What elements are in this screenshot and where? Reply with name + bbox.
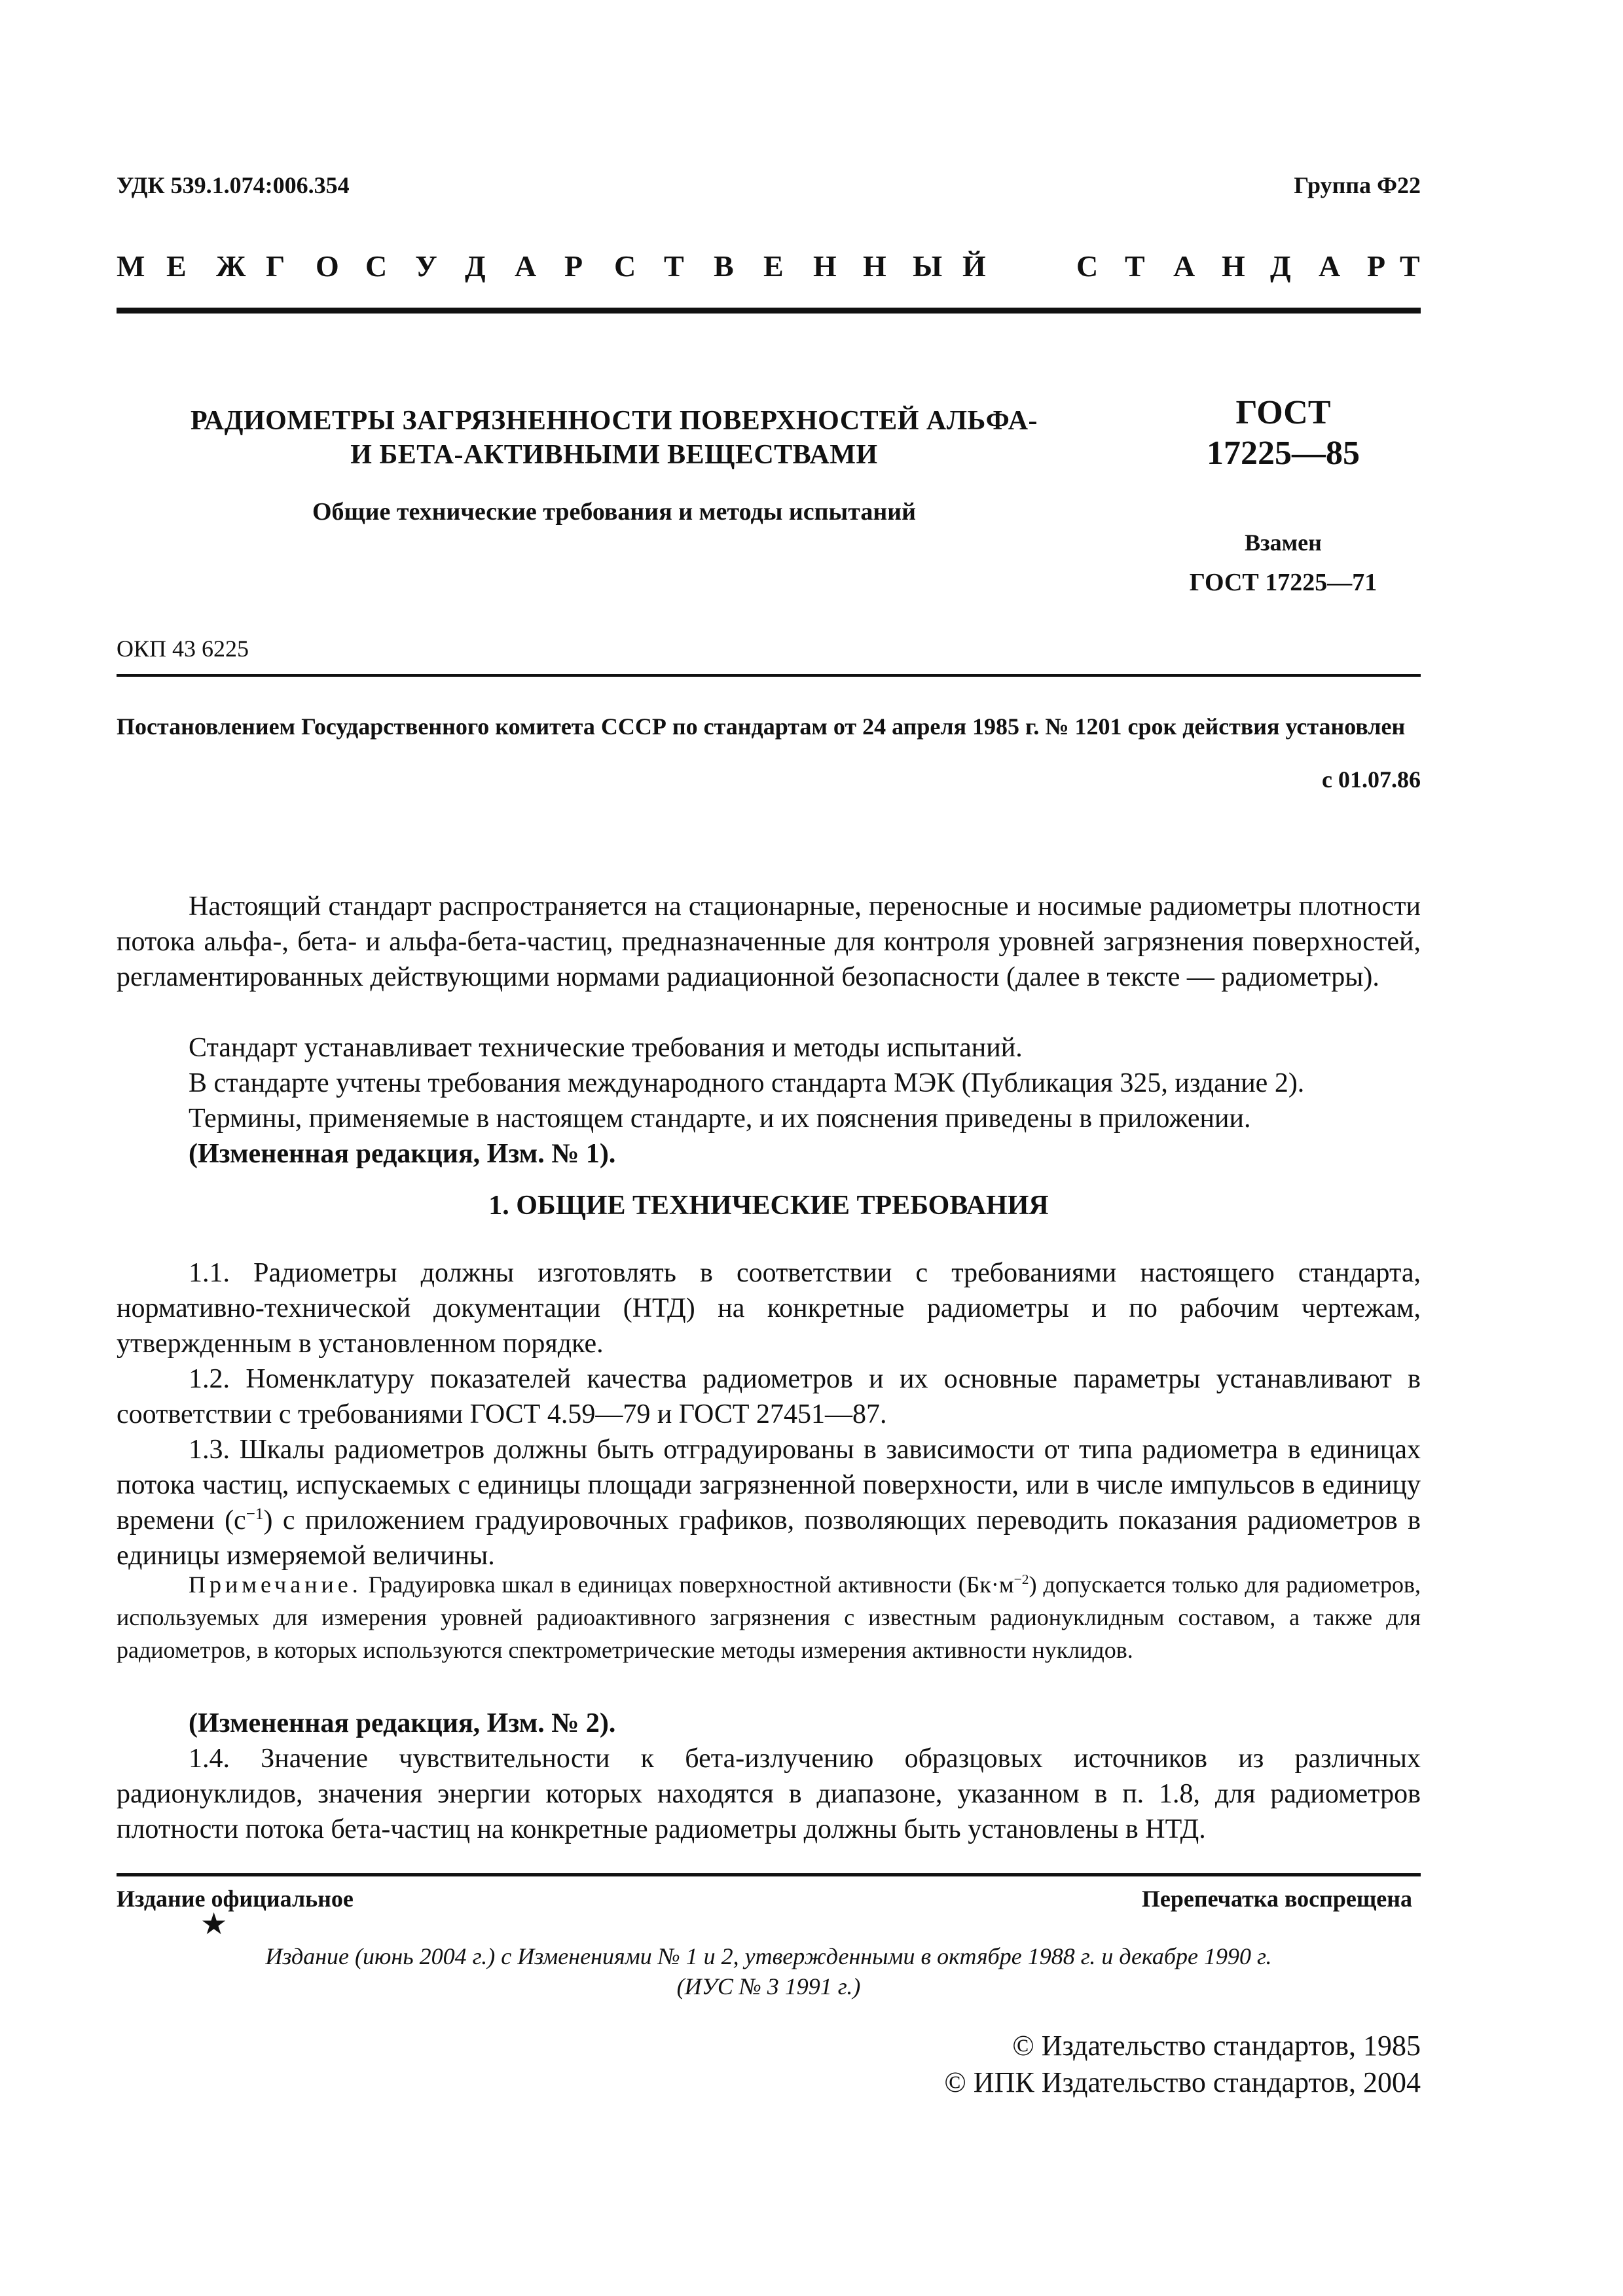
amendment-note-1: (Измененная редакция, Изм. № 1). (189, 1139, 616, 1169)
gost-designation (1126, 393, 1440, 474)
clause-1-3-text-a: 1.3. Шкалы радиометров должны быть отградуированы в зависимости от типа радиометра в единицах потока частиц, испускаемых с единицы площади загрязненной поверхности, или в числе импульсов в единицу времени (с (117, 1435, 1421, 1535)
banner-letter: Т (1400, 249, 1420, 283)
amendment-note-2: (Измененная редакция, Изм. № 2). (189, 1708, 616, 1738)
clause-1-3-text-b: ) с приложением градуировочных графиков, позволяющих переводить показания радиометров в единицы измеряемой величины. (117, 1505, 1421, 1571)
banner-letter: Й (962, 249, 986, 283)
clause-note (117, 1568, 1421, 1666)
banner-letter: А (1319, 249, 1341, 283)
group-code: Группа Ф22 (1294, 172, 1421, 198)
intro-paragraph: Термины, применяемые в настоящем стандарте, и их пояснения приведены в приложении. (189, 1103, 1251, 1134)
banner-letter: А (515, 249, 537, 283)
title-line-1: РАДИОМЕТРЫ ЗАГРЯЗНЕННОСТИ ПОВЕРХНОСТЕЙ АЛЬФА- (190, 406, 1038, 436)
banner-letter: Ы (913, 249, 943, 283)
note-text-a: Градуировка шкал в единицах поверхностной активности (Бк·м (361, 1571, 1014, 1598)
banner-letter: Т (664, 249, 684, 283)
intro-paragraph: Настоящий стандарт распространяется на стационарные, переносные и носимые радиометры плотности потока альфа-, бета- и альфа-бета-частиц, предназначенные для контроля уровней загрязнения поверхностей, регламентированных действующими нормами радиационной безопасности (далее в тексте — радиометры). (117, 891, 1421, 992)
clause-1-1: 1.1. Радиометры должны изготовлять в соответствии с требованиями настоящего стандарта, нормативно-технической документации (НТД) на конкретные радиометры и по рабочим чертежам, утвержденным в установленном порядке. (117, 1258, 1421, 1359)
banner-letter: М (117, 249, 145, 283)
gost-number: 17225—85 (1207, 435, 1360, 472)
banner-letter: Н (863, 249, 886, 283)
edition-info (117, 1941, 1421, 2001)
banner-letter: А (1173, 249, 1195, 283)
banner-letter: Ж (216, 249, 246, 283)
reprint-prohibited: Перепечатка воспрещена (1141, 1886, 1412, 1912)
edition-line-2: (ИУС № 3 1991 г.) (676, 1973, 861, 2000)
note-label: Примечание. (189, 1571, 362, 1598)
note-sup: −2 (1013, 1571, 1029, 1587)
banner-letter: С (614, 249, 636, 283)
banner-letter: Е (166, 249, 187, 283)
banner-rule (117, 308, 1421, 314)
title-line-2: И БЕТА-АКТИВНЫМИ ВЕЩЕСТВАМИ (350, 440, 878, 470)
note-text-b: ) допускается только для радиометров, используемых для измерения уровней радиоактивного загрязнения с известным радионуклидным составом, а также для радиометров, в которых используются спектрометрические методы измерения активности нуклидов. (117, 1571, 1421, 1663)
banner-letter: Д (465, 249, 486, 283)
banner-letter: Е (763, 249, 784, 283)
clause-1-3-sup: −1 (246, 1505, 264, 1523)
clause-1-3 (117, 1432, 1421, 1573)
document-subtitle: Общие технические требования и методы испытаний (312, 498, 917, 526)
banner-letter: Д (1270, 249, 1291, 283)
banner-letter: О (316, 249, 339, 283)
banner-letter: Н (1222, 249, 1245, 283)
effective-date: с 01.07.86 (1322, 766, 1421, 793)
gost-label: ГОСТ (1235, 394, 1331, 431)
star-icon: ★ (200, 1907, 228, 1941)
official-edition: Издание официальное (117, 1886, 354, 1912)
intro-paragraph: В стандарте учтены требования международного стандарта МЭК (Публикация 325, издание 2). (189, 1068, 1305, 1098)
banner-letter: У (415, 249, 437, 283)
clause-1-2: 1.2. Номенклатуру показателей качества радиометров и их основные параметры устанавливают в соответствии с требованиями ГОСТ 4.59—79 и ГОСТ 27451—87. (117, 1364, 1421, 1429)
banner-letter: Р (564, 249, 583, 283)
banner-letter: С (1076, 249, 1099, 283)
section-heading: 1. ОБЩИЕ ТЕХНИЧЕСКИЕ ТРЕБОВАНИЯ (488, 1191, 1049, 1221)
decree-text: Постановлением Государственного комитета СССР по стандартам от 24 апреля 1985 г. № 1201 срок действия установлен (117, 713, 1406, 740)
okp-code: ОКП 43 6225 (117, 636, 249, 662)
banner-letter: С (365, 249, 388, 283)
document-title (117, 404, 1112, 472)
footer-rule (117, 1873, 1421, 1876)
copyright-1985: © Издательство стандартов, 1985 (1012, 2030, 1421, 2062)
banner-letter: Т (1125, 249, 1145, 283)
copyright-2004: © ИПК Издательство стандартов, 2004 (944, 2066, 1421, 2098)
banner-letter: Г (266, 249, 285, 283)
replaces-value: ГОСТ 17225—71 (1189, 569, 1377, 596)
udk-code: УДК 539.1.074:006.354 (117, 172, 350, 198)
banner-letter: В (714, 249, 734, 283)
banner-letter: Р (1367, 249, 1386, 283)
banner-letter: Н (813, 249, 837, 283)
okp-rule (117, 674, 1421, 677)
replaces-label: Взамен (1245, 529, 1322, 556)
interstate-standard-banner (117, 249, 1421, 285)
intro-paragraph: Стандарт устанавливает технические требования и методы испытаний. (189, 1033, 1023, 1063)
edition-line-1: Издание (июнь 2004 г.) с Изменениями № 1 и 2, утвержденными в октябре 1988 г. и декабре 1990 г. (265, 1943, 1272, 1969)
clause-1-4: 1.4. Значение чувствительности к бета-излучению образцовых источников из различных радионуклидов, значения энергии которых находятся в диапазоне, указанном в п. 1.8, для радиометров плотности потока бета-частиц на конкретные радиометры должны быть установлены в НТД. (117, 1744, 1421, 1844)
copyright-block (635, 2028, 1421, 2101)
